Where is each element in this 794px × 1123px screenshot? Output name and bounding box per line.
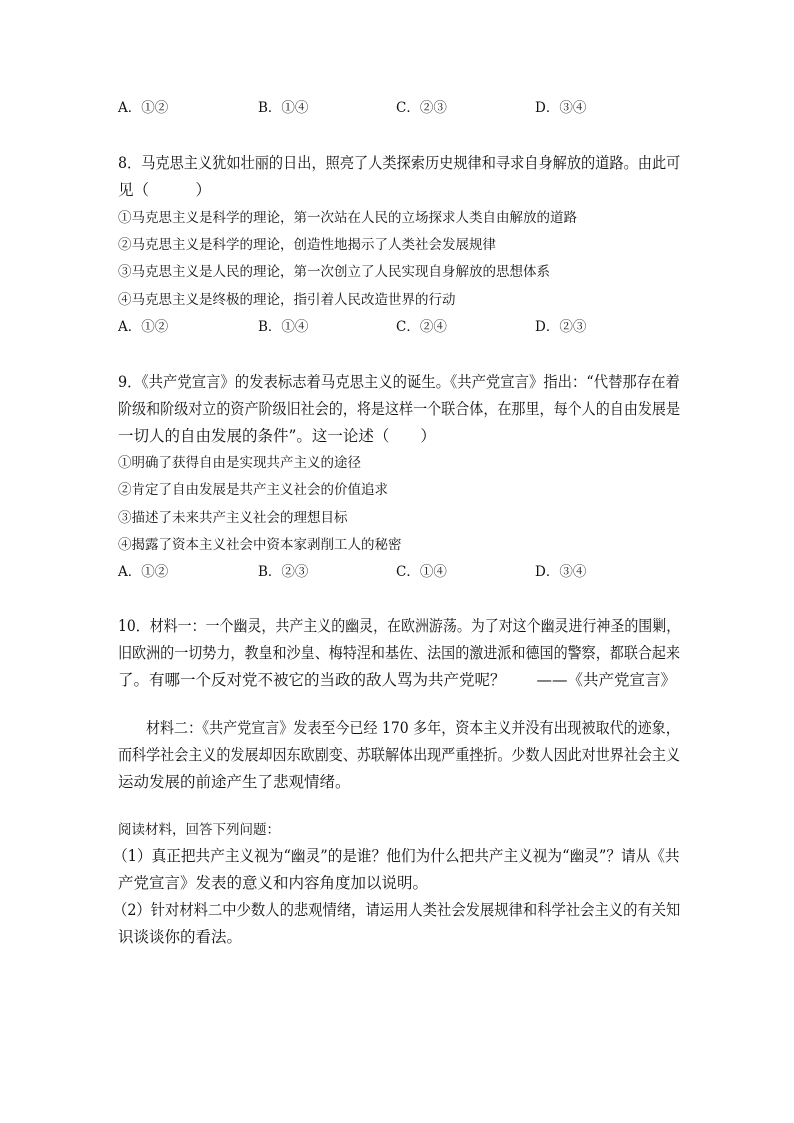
q9-option-a: A．①② bbox=[118, 564, 169, 580]
q9-option-b: B．②③ bbox=[258, 564, 309, 580]
q7-option-a: A．①② bbox=[118, 100, 169, 116]
q10-instruction: 阅读材料，回答下列问题： bbox=[118, 822, 280, 838]
q10-material2-line-1: 材料二：《共产党宣言》发表至今已经 170 多年，资本主义并没有出现被取代的迹象， bbox=[146, 719, 680, 737]
q8-statement-2: ②马克思主义是科学的理论，创造性地揭示了人类社会发展规律 bbox=[118, 237, 496, 253]
q8-statement-3: ③马克思主义是人民的理论，第一次创立了人民实现自身解放的思想体系 bbox=[118, 264, 550, 280]
q7-option-d: D．③④ bbox=[535, 100, 587, 116]
q9-statement-3: ③描述了未来共产主义社会的理想目标 bbox=[118, 510, 348, 526]
q10-sub2-line-2: 识谈谈你的看法。 bbox=[118, 928, 243, 946]
q9-option-d: D．③④ bbox=[535, 564, 587, 580]
q7-option-b: B．①④ bbox=[258, 100, 309, 116]
q8-stem-line-1: 8．马克思主义犹如壮丽的日出，照亮了人类探索历史规律和寻求自身解放的道路。由此可 bbox=[118, 154, 681, 172]
q7-option-c: C．②③ bbox=[396, 100, 447, 116]
q9-statement-1: ①明确了获得自由是实现共产主义的途径 bbox=[118, 455, 361, 471]
q9-stem-line-1: 9．《共产党宣言》的发表标志着马克思主义的诞生。《共产党宣言》指出：“代替那存在着 bbox=[118, 373, 680, 391]
q9-statement-4: ④揭露了资本主义社会中资本家剥削工人的秘密 bbox=[118, 537, 402, 553]
q10-material1-line-3: 了。有哪一个反对党不被它的当政的敌人骂为共产党呢？ ——《共产党宣言》 bbox=[118, 671, 677, 689]
q8-statement-4: ④马克思主义是终极的理论，指引着人民改造世界的行动 bbox=[118, 292, 456, 308]
q10-sub1-line-1: （1）真正把共产主义视为“幽灵”的是谁？他们为什么把共产主义视为“幽灵”？请从《共 bbox=[113, 847, 680, 865]
q10-sub1-line-2: 产党宣言》发表的意义和内容角度加以说明。 bbox=[118, 874, 429, 892]
q10-material1-line-1: 10．材料一：一个幽灵，共产主义的幽灵，在欧洲游荡。为了对这个幽灵进行神圣的围剿， bbox=[118, 617, 681, 635]
q9-option-c: C．①④ bbox=[396, 564, 447, 580]
q10-material2-line-3: 运动发展的前途产生了悲观情绪。 bbox=[118, 773, 351, 791]
q9-stem-line-3: 一切人的自由发展的条件”。这一论述（ ） bbox=[118, 427, 436, 445]
q10-material2-line-2: 而科学社会主义的发展却因东欧剧变、苏联解体出现严重挫折。少数人因此对世界社会主义 bbox=[118, 746, 681, 764]
q9-stem-line-2: 阶级和阶级对立的资产阶级旧社会的，将是这样一个联合体，在那里，每个人的自由发展是 bbox=[118, 400, 681, 418]
q8-option-c: C．②④ bbox=[396, 319, 447, 335]
q10-material1-line-2: 旧欧洲的一切势力，教皇和沙皇、梅特涅和基佐、法国的激进派和德国的警察，都联合起来 bbox=[118, 644, 681, 662]
q8-option-b: B．①④ bbox=[258, 319, 309, 335]
q8-option-d: D．②③ bbox=[535, 319, 587, 335]
q8-stem-line-2: 见（ ） bbox=[118, 181, 212, 199]
q8-statement-1: ①马克思主义是科学的理论，第一次站在人民的立场探求人类自由解放的道路 bbox=[118, 210, 577, 226]
q9-statement-2: ②肯定了自由发展是共产主义社会的价值追求 bbox=[118, 482, 388, 498]
q8-option-a: A．①② bbox=[118, 319, 169, 335]
q10-sub2-line-1: （2）针对材料二中少数人的悲观情绪，请运用人类社会发展规律和科学社会主义的有关知 bbox=[113, 901, 681, 919]
